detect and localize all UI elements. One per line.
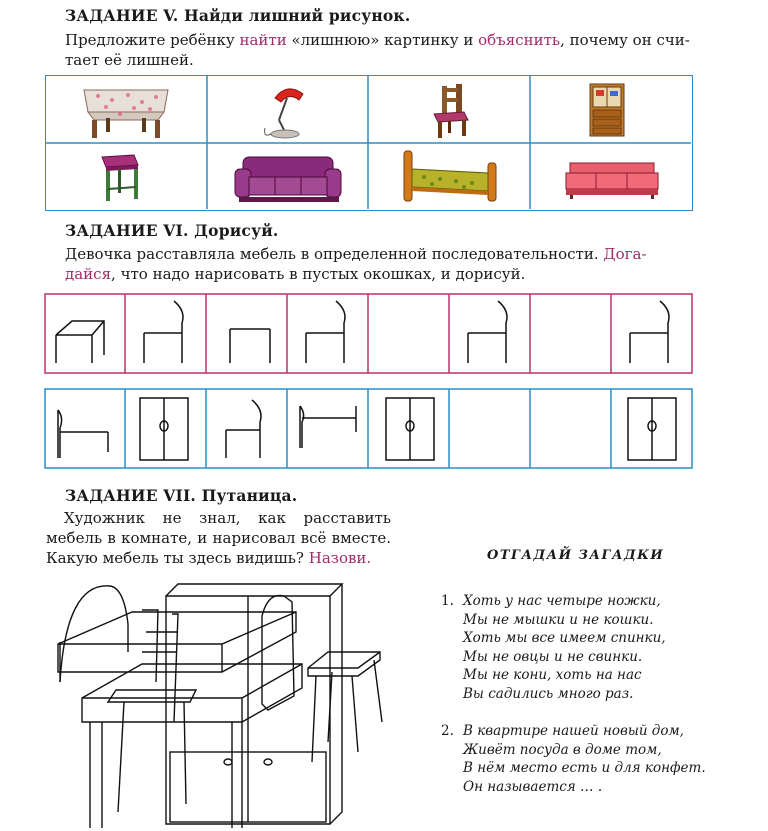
seq1-cell3-table[interactable] [230,329,270,363]
sequence-row-2 [44,388,694,470]
bed-picture[interactable] [368,143,529,209]
stool-picture[interactable] [46,143,207,209]
seq1-cell2-chair[interactable] [144,301,183,363]
chair-picture[interactable] [368,76,529,143]
seq2-cell7-empty[interactable] [531,390,610,467]
highlight-explain: объяснить [478,31,561,49]
riddle-2: 2. В квартире нашей новый дом, Живёт посуда в доме том, В нём место есть и для конфет. Он называется … . [441,723,706,795]
riddles-title: ОТГАДАЙ ЗАГАДКИ [487,548,665,563]
sofa-picture[interactable] [207,143,368,209]
task6-heading: ЗАДАНИЕ VI. Дорисуй. [65,221,279,240]
sequence-row-1 [44,293,694,375]
couch-picture[interactable] [530,143,691,209]
seq2-cell3-table[interactable] [226,400,261,458]
tangled-bed [60,586,128,682]
table-picture[interactable] [46,76,207,143]
seq2-cell2-wardrobe[interactable] [140,398,188,460]
task5-heading: ЗАДАНИЕ V. Найди лишний рисунок. [65,6,411,25]
seq2-cell1-bed[interactable] [58,410,108,458]
task6-instructions: Девочка расставляла мебель в определенной последовательности. Дога- дайся, что надо нарисовать в пустых окошках, и дорисуй. [65,245,647,283]
seq1-cell7-empty[interactable] [531,295,610,372]
seq1-cell6-chair[interactable] [468,301,507,363]
seq1-cell4-chair[interactable] [306,301,345,363]
cabinet-picture[interactable] [530,76,691,143]
task7-instructions: Художник не знал, как расставить мебель в комнате, и нарисовал всё вместе. Какую мебель ты здесь видишь? Назови. [46,509,391,567]
tangled-desk [82,664,302,722]
seq1-cell1-table[interactable] [56,321,104,363]
seq2-cell4-bed[interactable] [300,406,356,448]
tangled-furniture-drawing[interactable] [46,572,396,828]
riddle-1-number: 1. [441,593,454,609]
lamp-picture[interactable] [207,76,368,143]
seq1-cell5-empty[interactable] [369,295,448,372]
riddle-2-number: 2. [441,723,454,739]
task7-heading: ЗАДАНИЕ VII. Путаница. [65,486,298,505]
task5-instructions: Предложите ребёнку найти «лишнюю» картинку и объяснить, почему он счи- тает её лишней. [65,31,690,69]
highlight-guess: Дога- [603,245,647,263]
tangled-stool [308,652,380,676]
seq2-cell8-wardrobe[interactable] [628,398,676,460]
odd-one-out-grid [45,75,693,211]
seq1-cell8-chair[interactable] [630,301,669,363]
highlight-name-it: Назови. [308,549,372,567]
seq2-cell5-wardrobe[interactable] [386,398,434,460]
seq2-cell6-empty[interactable] [450,390,529,467]
tangled-chair [108,610,196,722]
riddle-1: 1. Хоть у нас четыре ножки, Мы не мышки и не кошки. Хоть мы все имеем спинки, Мы не овцы и не свинки. Мы не кони, хоть на нас Вы садились много раз. [441,593,666,702]
highlight-find: найти [239,31,287,49]
